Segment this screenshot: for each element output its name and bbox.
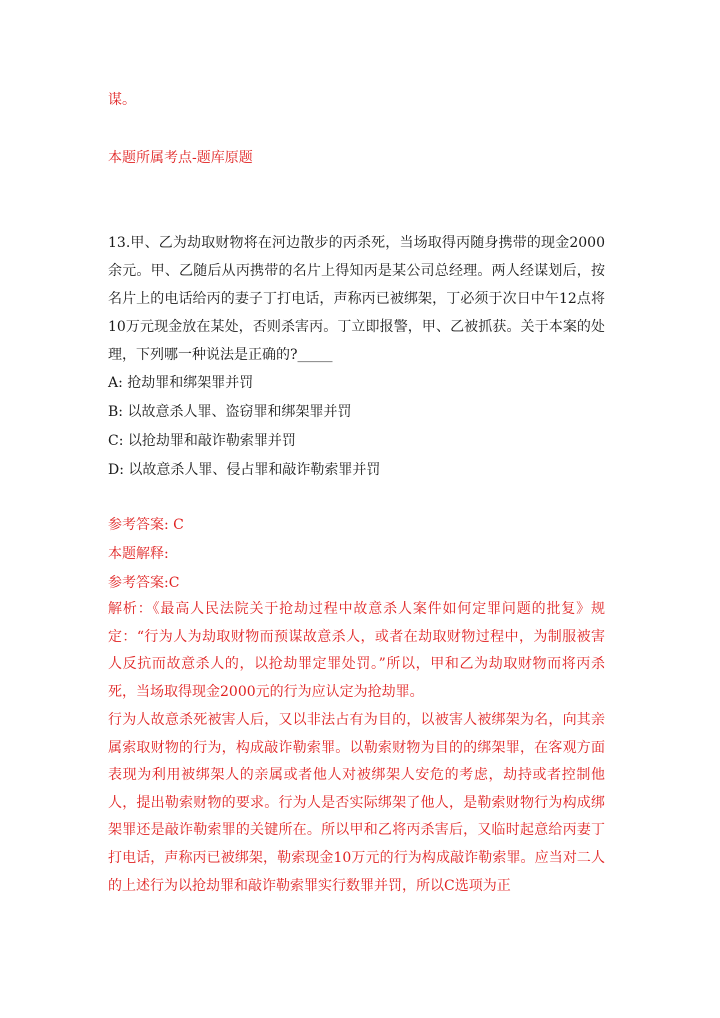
option-d: D: 以故意杀人罪、侵占罪和敲诈勒索罪并罚 <box>108 462 381 478</box>
source-note: 本题所属考点-题库原题 <box>108 150 253 166</box>
answer-label: 参考答案: C <box>108 517 184 533</box>
question-stem: 13.甲、乙为劫取财物将在河边散步的丙杀死，当场取得丙随身携带的现金2000余元。甲、乙随后从丙携带的名片上得知丙是某公司总经理。两人经谋划后，按名片上的电话给丙的妻子丁打电话，声称丙已被绑架，丁必须于次日中午12点将10万元现金放在某处，否则杀害丙。丁立即报警，甲、乙被抓获。关于本案的处理，下列哪一种说法是正确的?_____ <box>108 235 605 363</box>
answer-line: 参考答案:C <box>108 575 180 591</box>
option-b: B: 以故意杀人罪、盗窃罪和绑架罪并罚 <box>108 404 352 420</box>
previous-fragment: 谋。 <box>108 92 136 108</box>
explanation-paragraph-1: 解析：《最高人民法院关于抢劫过程中故意杀人案件如何定罪问题的批复》规定：“行为人为劫取财物而预谋故意杀人，或者在劫取财物过程中，为制服被害人反抗而故意杀人的，以抢劫罪定罪处罚。”所以，甲和乙为劫取财物而将丙杀死，当场取得现金2000元的行为应认定为抢劫罪。 <box>108 601 605 700</box>
option-a: A: 抢劫罪和绑架罪并罚 <box>108 375 254 391</box>
option-c: C: 以抢劫罪和敲诈勒索罪并罚 <box>108 433 296 449</box>
explanation-heading: 本题解释: <box>108 546 169 562</box>
explanation-paragraph-2: 行为人故意杀死被害人后，又以非法占有为目的，以被害人被绑架为名，向其亲属索取财物的行为，构成敲诈勒索罪。以勒索财物为目的的绑架罪，在客观方面表现为利用被绑架人的亲属或者他人对被绑架人安危的考虑，劫持或者控制他人，提出勒索财物的要求。行为人是否实际绑架了他人，是勒索财物行为构成绑架罪还是敲诈勒索罪的关键所在。所以甲和乙将丙杀害后，又临时起意给丙妻丁打电话，声称丙已被绑架，勒索现金10万元的行为构成敲诈勒索罪。应当对二人的上述行为以抢劫罪和敲诈勒索罪实行数罪并罚，所以C选项为正 <box>108 712 605 894</box>
